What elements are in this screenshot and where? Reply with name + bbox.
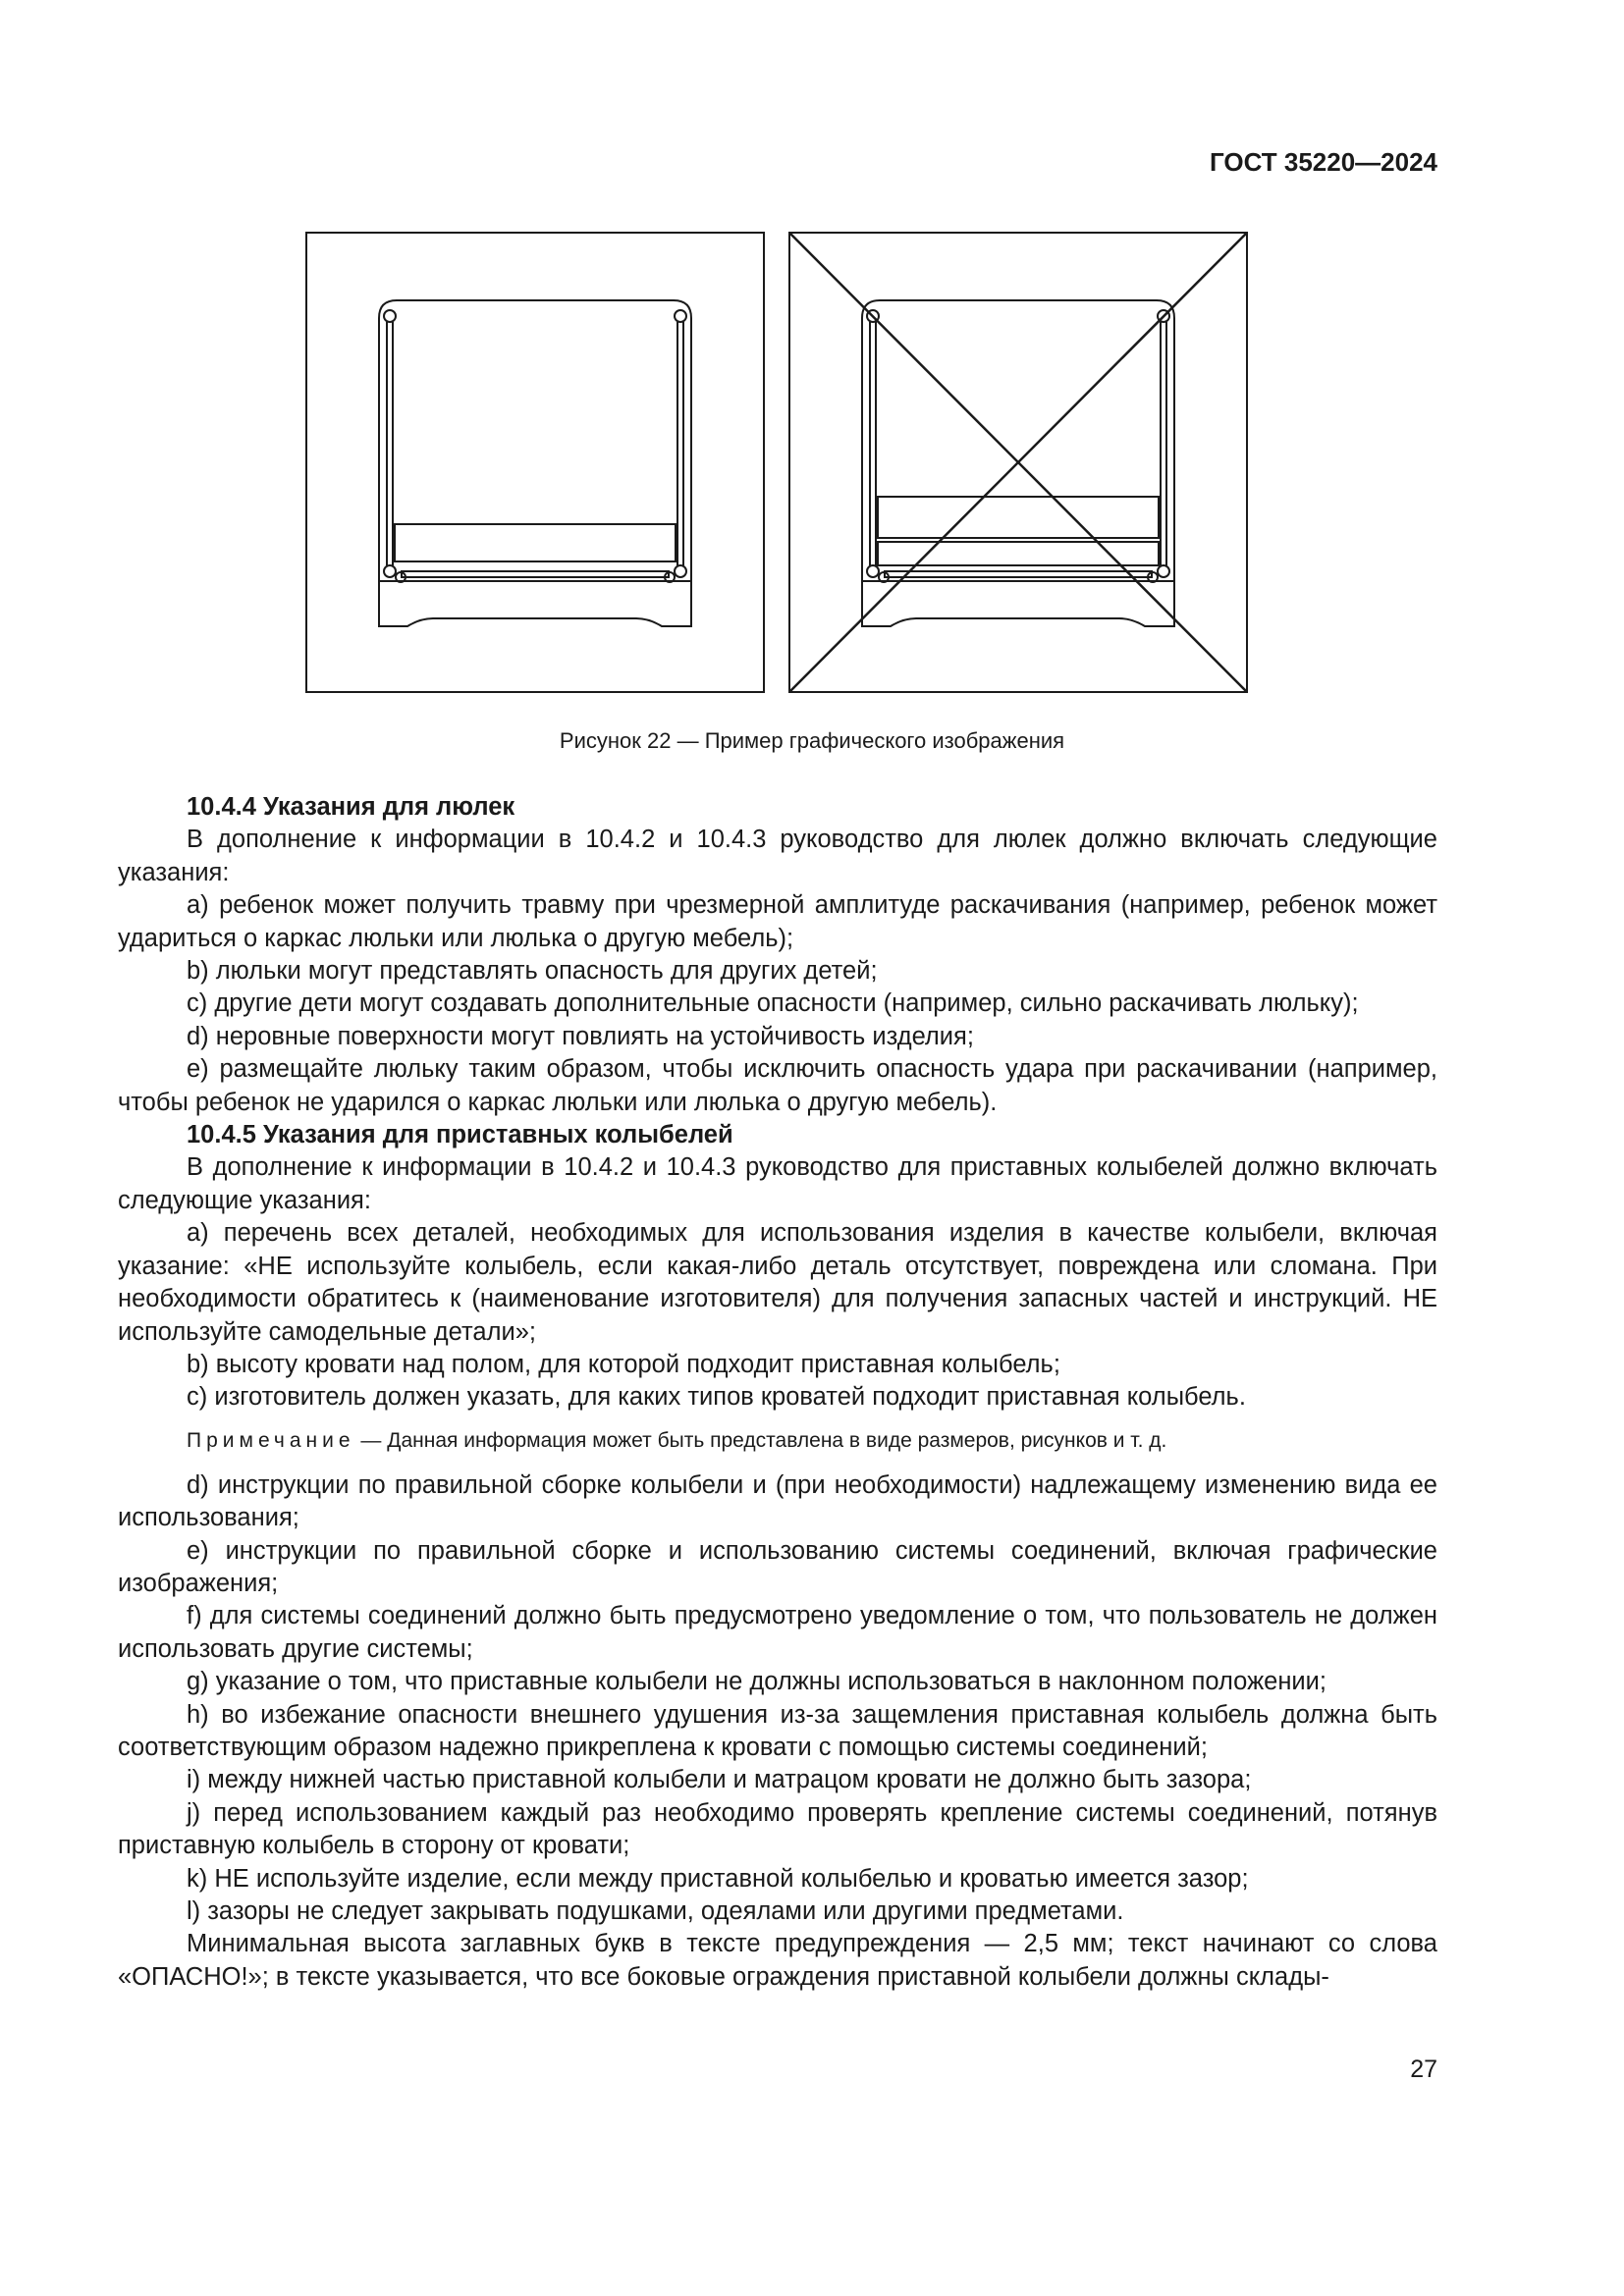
list-item: k) НЕ используйте изделие, если между приставной колыбелью и кроватью имеется зазор; (187, 1864, 1249, 1893)
list-item: b) люльки могут представлять опасность для других детей; (187, 957, 878, 986)
document-body (118, 791, 1437, 1994)
list-item: l) зазоры не следует закрывать подушками, одеялами или другими предметами. (187, 1897, 1124, 1925)
list-item: g) указание о том, что приставные колыбели не должны использоваться в наклонном положении; (187, 1668, 1326, 1696)
figure-22 (305, 232, 1295, 693)
crib-illustration (305, 232, 1295, 693)
section-heading: 10.4.5 Указания для приставных колыбелей (187, 1121, 733, 1149)
list-item: b) высоту кровати над полом, для которой подходит приставная колыбель; (187, 1350, 1060, 1378)
section-intro: В дополнение к информации в 10.4.2 и 10.4.3 руководство для люлек должно включать следующие указания: (118, 826, 1437, 886)
list-item: d) инструкции по правильной сборке колыбели и (при необходимости) надлежащему изменению вида ее использования; (118, 1470, 1437, 1532)
cross-out-mark (789, 233, 1247, 692)
page-number: 27 (1410, 2056, 1437, 2083)
list-item: h) во избежание опасности внешнего удушения из-за защемления приставная колыбель должна быть соответствующим образом надежно прикреплена к кровати с помощью системы соединений; (118, 1700, 1437, 1761)
list-item: e) размещайте люльку таким образом, чтобы исключить опасность удара при раскачивании (например, чтобы ребенок не ударился о каркас люльки или люлька о другую мебель). (118, 1055, 1437, 1116)
figure-caption: Рисунок 22 — Пример графического изображения (559, 728, 1065, 753)
crib-drawing-correct (379, 300, 691, 626)
list-item: d) неровные поверхности могут повлиять на устойчивость изделия; (187, 1022, 974, 1050)
list-item: c) изготовитель должен указать, для каких типов кроватей подходит приставная колыбель. (187, 1383, 1246, 1412)
section-heading: 10.4.4 Указания для люлек (187, 793, 515, 821)
list-item: e) инструкции по правильной сборке и использованию системы соединений, включая графические изображения; (118, 1536, 1437, 1597)
list-item: j) перед использованием каждый раз необходимо проверять крепление системы соединений, потянув приставную колыбель в сторону от кровати; (118, 1798, 1437, 1860)
note-text: — Данная информация может быть представлена в виде размеров, рисунков и т. д. (354, 1428, 1167, 1452)
closing-paragraph: Минимальная высота заглавных букв в тексте предупреждения — 2,5 мм; текст начинают со слова «ОПАСНО!»; в тексте указывается, что все боковые ограждения приставной колыбели должны склады- (118, 1930, 1437, 1991)
list-item: a) перечень всех деталей, необходимых для использования изделия в качестве колыбели, включая указание: «НЕ используйте колыбель, если какая-либо деталь отсутствует, повреждена или сломана. При необходимости обратитесь к (наименование изготовителя) для получения запасных частей и инструкций. НЕ используйте самодельные детали»; (118, 1219, 1437, 1346)
document-id: ГОСТ 35220—2024 (1210, 147, 1437, 177)
note-label: Примечание (187, 1428, 355, 1452)
panel-correct-frame (306, 233, 764, 692)
list-item: f) для системы соединений должно быть предусмотрено уведомление о том, что пользователь не должен использовать другие системы; (118, 1602, 1437, 1663)
note (118, 1426, 1437, 1456)
list-item: i) между нижней частью приставной колыбели и матрацом кровати не должно быть зазора; (187, 1766, 1252, 1794)
list-item: a) ребенок может получить травму при чрезмерной амплитуде раскачивания (например, ребенок может удариться о каркас люльки или люлька о другую мебель); (118, 891, 1437, 952)
section-intro: В дополнение к информации в 10.4.2 и 10.4.3 руководство для приставных колыбелей должно включать следующие указания: (118, 1153, 1437, 1214)
list-item: c) другие дети могут создавать дополнительные опасности (например, сильно раскачивать люльку); (187, 989, 1359, 1018)
